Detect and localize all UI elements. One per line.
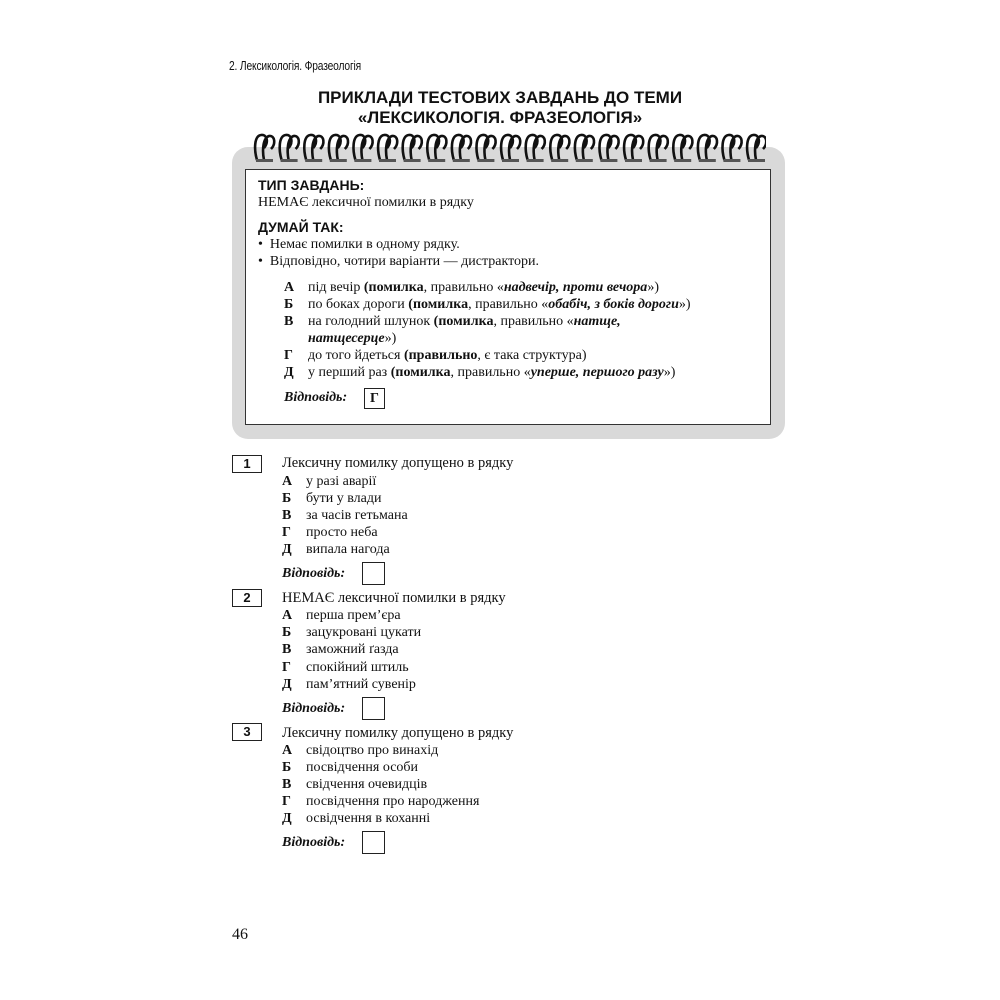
example-option-e: Д у перший раз (помилка, правильно «уперше, першого разу») [284, 365, 676, 380]
answer-label: Відповідь: [282, 701, 346, 716]
task-type-text: НЕМАЄ лексичної помилки в рядку [258, 195, 474, 210]
question-number-badge: 1 [232, 455, 262, 473]
answer-option[interactable]: Д випала нагода [282, 542, 390, 557]
answer-option[interactable]: Г просто неба [282, 525, 378, 540]
think-bullet-1: • Немає помилки в одному рядку. [258, 237, 460, 252]
answer-option[interactable]: В свідчення очевидців [282, 777, 428, 792]
example-option-d: Г до того йдеться (правильно, є така структура) [284, 348, 587, 363]
answer-option[interactable]: Б зацукровані цукати [282, 625, 422, 640]
question-prompt: НЕМАЄ лексичної помилки в рядку [282, 590, 506, 606]
answer-option[interactable]: Б бути у влади [282, 491, 382, 506]
example-option-a: А під вечір (помилка, правильно «надвечір, проти вечора») [284, 280, 659, 295]
question-prompt: Лексичну помилку допущено в рядку [282, 455, 514, 471]
think-bullet-2: • Відповідно, чотири варіанти — дистрактори. [258, 254, 540, 269]
answer-box[interactable] [362, 697, 385, 720]
answer-option[interactable]: А у разі аварії [282, 474, 377, 489]
answer-option[interactable]: Г спокійний штиль [282, 660, 409, 675]
question-number-badge: 3 [232, 723, 262, 741]
answer-option[interactable]: В заможний ґазда [282, 642, 399, 657]
answer-option[interactable]: Д пам’ятний сувенір [282, 677, 416, 692]
example-option-b: Б по боках дороги (помилка, правильно «обабіч, з боків дороги») [284, 297, 691, 312]
section-title-line-1: ПРИКЛАДИ ТЕСТОВИХ ЗАВДАНЬ ДО ТЕМИ [317, 88, 683, 107]
think-label: ДУМАЙ ТАК: [258, 219, 344, 235]
page-number: 46 [232, 926, 248, 943]
section-title-line-2: «ЛЕКСИКОЛОГІЯ. ФРАЗЕОЛОГІЯ» [357, 108, 643, 127]
running-header: 2. Лексикологія. Фразеологія [229, 59, 362, 73]
answer-box[interactable] [362, 831, 385, 854]
answer-label: Відповідь: [282, 566, 346, 581]
example-option-c: В на голодний шлунок (помилка, правильно «натще, натщесерце») [284, 314, 621, 346]
answer-option[interactable]: Г посвідчення про народження [282, 794, 480, 809]
answer-option[interactable]: Д освідчення в коханні [282, 811, 431, 826]
answer-label: Відповідь: [282, 835, 346, 850]
task-type-label: ТИП ЗАВДАНЬ: [258, 177, 365, 193]
answer-option[interactable]: Б посвідчення особи [282, 760, 419, 775]
answer-option[interactable]: В за часів гетьмана [282, 508, 408, 523]
question-number-badge: 2 [232, 589, 262, 607]
spiral-binding-icon [251, 130, 766, 170]
answer-option[interactable]: А перша прем’єра [282, 608, 401, 623]
answer-box[interactable] [362, 562, 385, 585]
example-answer-box: Г [364, 388, 385, 409]
question-prompt: Лексичну помилку допущено в рядку [282, 725, 514, 741]
example-answer-label: Відповідь: [284, 390, 348, 405]
answer-option[interactable]: А свідоцтво про винахід [282, 743, 439, 758]
